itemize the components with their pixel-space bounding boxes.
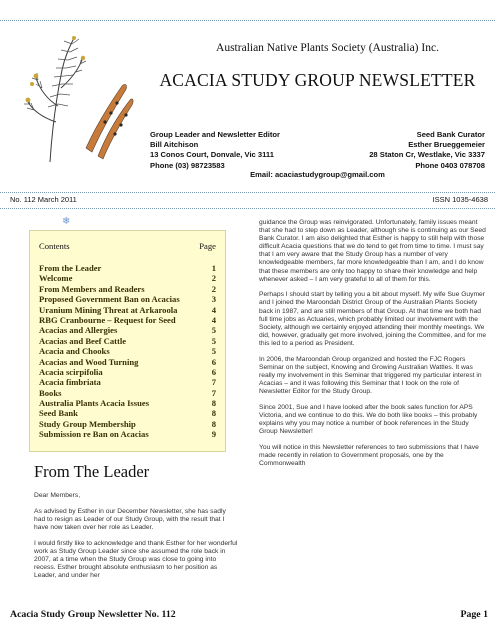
contents-item-title: Submission re Ban on Acacias bbox=[39, 429, 149, 440]
leader-address: 13 Conos Court, Donvale, Vic 3111 bbox=[150, 150, 274, 160]
contents-item-title: Uranium Mining Threat at Arkaroola bbox=[39, 304, 178, 315]
issn: ISSN 1035-4638 bbox=[432, 195, 488, 204]
contents-item bbox=[39, 305, 216, 315]
contents-item-page: 1 bbox=[211, 263, 216, 273]
contents-item-page: 8 bbox=[211, 418, 216, 429]
contents-item-page: 4 bbox=[211, 304, 216, 315]
contents-item bbox=[39, 346, 216, 356]
issue-bar bbox=[10, 195, 488, 206]
contents-item-page: 6 bbox=[211, 366, 216, 377]
contents-item-page: 5 bbox=[211, 335, 216, 346]
curator-phone: Phone 0403 078708 bbox=[415, 160, 485, 170]
contents-item-title: Australia Plants Acacia Issues bbox=[39, 398, 150, 409]
page-footer bbox=[10, 609, 488, 623]
footer-title: Acacia Study Group Newsletter No. 112 bbox=[10, 609, 176, 620]
paragraph: Since 2001, Sue and I have looked after the book sales function for APS Victoria, and we continue to do this. We do both like books – this probably explains why you may notice a number of book references in the Study Group Newsletter! bbox=[259, 403, 478, 435]
contents-item bbox=[39, 377, 216, 387]
contents-item-title: Acacia and Chooks bbox=[39, 346, 110, 357]
contents-item bbox=[39, 357, 216, 367]
contents-item-title: Acacia fimbriata bbox=[39, 377, 101, 388]
contents-item-title: Books bbox=[39, 387, 62, 398]
group-email: Email: acaciastudygroup@gmail.com bbox=[250, 170, 385, 179]
contents-item-page: 7 bbox=[211, 377, 216, 388]
contents-item bbox=[39, 325, 216, 335]
contents-item-page: 9 bbox=[211, 429, 216, 440]
contents-item-page: 3 bbox=[211, 294, 216, 305]
header-divider bbox=[0, 192, 495, 193]
contents-item-title: Proposed Government Ban on Acacias bbox=[39, 294, 180, 305]
contents-item bbox=[39, 408, 216, 418]
curator-role: Seed Bank Curator bbox=[416, 130, 485, 139]
contents-item-title: Acacias and Allergies bbox=[39, 325, 118, 336]
paragraph: Dear Members, bbox=[34, 492, 81, 499]
contents-item bbox=[39, 419, 216, 429]
contents-item bbox=[39, 273, 216, 283]
contents-item-title: Acacia scirpifolia bbox=[39, 366, 103, 377]
paragraph: In 2006, the Maroondah Group organized and hosted the FJC Rogers Seminar on the subject, Knowing and Growing Australian Wattles. It was really my involvement in this Seminar that triggered my particular interest in Acacias – and it was following this Seminar that I took on the role of Newsletter Editor for the Study Group. bbox=[259, 355, 482, 395]
snowflake-icon: ❄ bbox=[62, 216, 71, 227]
contents-heading: Contents bbox=[39, 241, 70, 251]
contents-item-title: Acacias and Wood Turning bbox=[39, 356, 139, 367]
paragraph: I would firstly like to acknowledge and thank Esther for her wonderful work as Study Group Leader since she assumed the role back in 2007, at a time when the Study Group was close to going into recess. Esther brought absolute enthusiasm to her position as Leader, and under her bbox=[34, 539, 238, 579]
leader-name: Bill Aitchison bbox=[150, 140, 199, 150]
issue-divider bbox=[0, 208, 495, 209]
footer-page-number: Page 1 bbox=[460, 609, 488, 620]
contents-item-page: 5 bbox=[211, 346, 216, 357]
contents-item-title: Acacias and Beef Cattle bbox=[39, 335, 127, 346]
contents-item-title: Welcome bbox=[39, 273, 73, 284]
contents-item bbox=[39, 367, 216, 377]
newsletter-title: ACACIA STUDY GROUP NEWSLETTER bbox=[159, 70, 476, 90]
contents-page-heading: Page bbox=[199, 241, 216, 251]
contents-item-page: 5 bbox=[211, 325, 216, 336]
article-right-column bbox=[259, 219, 487, 476]
contents-item-page: 4 bbox=[211, 314, 216, 325]
contents-item bbox=[39, 263, 216, 273]
paragraph: As advised by Esther in our December Newsletter, she has sadly had to resign as Leader of our Study Group, with the result that I have now taken over her role as Leader. bbox=[34, 507, 226, 531]
society-name: Australian Native Plants Society (Australia) Inc. bbox=[216, 42, 439, 54]
contents-item-title: RBG Cranbourne – Request for Seed bbox=[39, 314, 176, 325]
curator-name: Esther Brueggemeier bbox=[408, 140, 485, 150]
paragraph: Perhaps I should start by telling you a bit about myself. My wife Sue Guymer and I joined the Maroondah District Group of the Australian Plants Society back in 1987, and are still members of that Group. At that time we both had full time jobs as Actuaries, which probably limited our involvement with the Society, although we certainly enjoyed attending their monthly meetings. We did, however, gradually get more involved, joining the Committee, and for me this led to a period as President. bbox=[259, 291, 487, 347]
contents-list bbox=[39, 263, 216, 440]
contents-item bbox=[39, 398, 216, 408]
contents-header bbox=[39, 238, 216, 263]
contents-item bbox=[39, 429, 216, 439]
contents-item-page: 8 bbox=[211, 398, 216, 409]
contents-item-page: 8 bbox=[211, 408, 216, 419]
contents-item bbox=[39, 294, 216, 304]
contents-item-title: Study Group Membership bbox=[39, 418, 136, 429]
paragraph: guidance the Group was reinvigorated. Unfortunately, family issues meant that she had to step down as Leader, although she is continuing as our Seed Bank Curator. I am also delighted that Esther is happy to still help with those difficult Acacia questions that we do tend to get from time to time. I must say that I am very aware that the Study Group has a number of very knowledgeable members, far more knowledgeable than I am, and I do know that these members are only too happy to share their knowledge and help whenever asked – I am very grateful to all of them for this. bbox=[259, 219, 486, 283]
leader-phone: Phone (03) 98723583 bbox=[150, 160, 225, 170]
article-left-column bbox=[34, 492, 238, 588]
contents-item bbox=[39, 388, 216, 398]
contents-item bbox=[39, 315, 216, 325]
article-heading: From The Leader bbox=[34, 462, 150, 481]
contents-item-title: From Members and Readers bbox=[39, 283, 145, 294]
acacia-logo-illustration bbox=[12, 30, 140, 168]
contents-item bbox=[39, 336, 216, 346]
top-divider bbox=[0, 20, 495, 21]
contents-item-page: 7 bbox=[211, 387, 216, 398]
leader-role: Group Leader and Newsletter Editor bbox=[150, 130, 280, 139]
issue-number: No. 112 March 2011 bbox=[10, 195, 77, 204]
contents-box bbox=[29, 230, 226, 452]
contents-item-title: Seed Bank bbox=[39, 408, 78, 419]
contents-item-title: From the Leader bbox=[39, 263, 102, 273]
contents-item-page: 2 bbox=[211, 283, 216, 294]
contents-item bbox=[39, 284, 216, 294]
paragraph: You will notice in this Newsletter references to two submissions that I have made recently in relation to Government proposals, one by the Commonwealth bbox=[259, 443, 479, 467]
contents-item-page: 6 bbox=[211, 356, 216, 367]
curator-address: 28 Staton Cr, Westlake, Vic 3337 bbox=[369, 150, 485, 160]
curator-contact bbox=[260, 130, 485, 171]
contents-item-page: 2 bbox=[211, 273, 216, 284]
